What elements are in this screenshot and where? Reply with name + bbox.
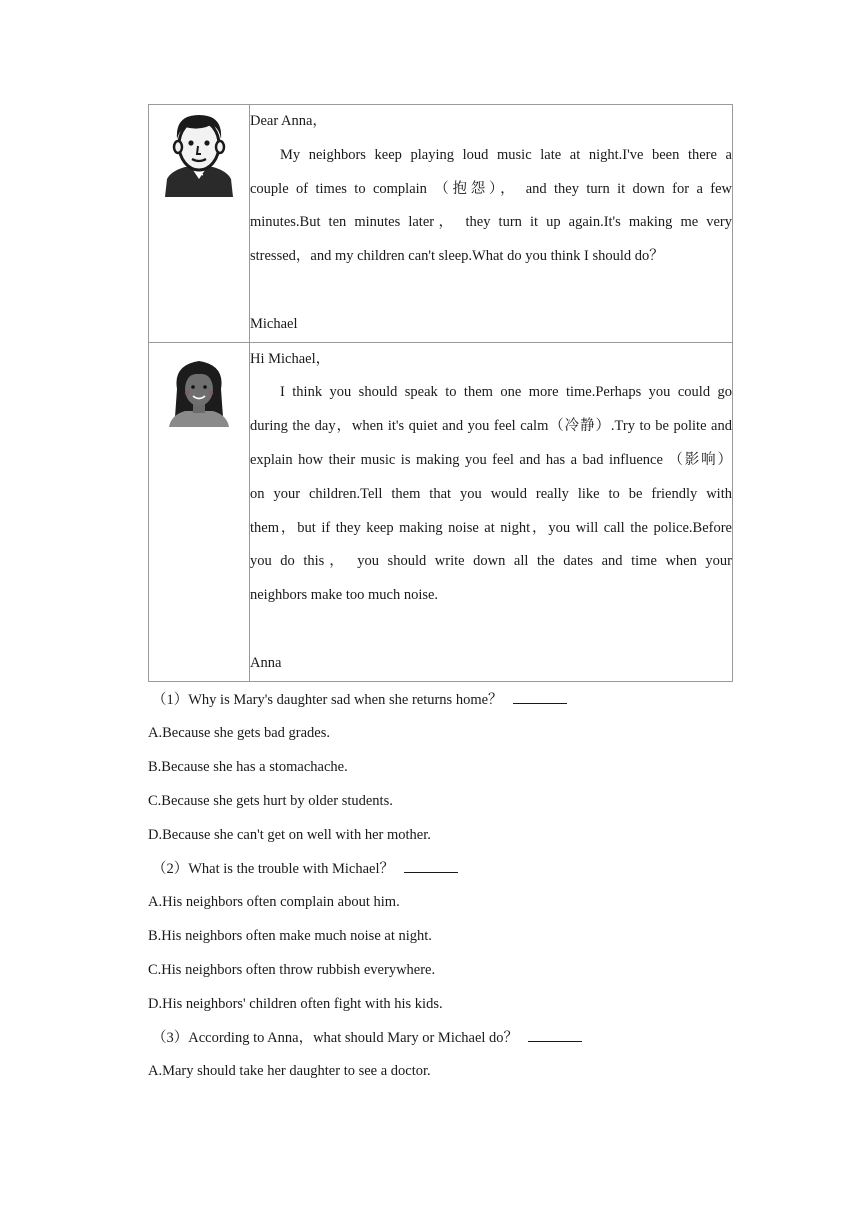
question-text: （1）Why is Mary's daughter sad when she returns home？	[152, 691, 503, 708]
question-stem	[148, 1022, 733, 1056]
letter-line: My neighbors keep playing loud music late at night.I've been there a	[280, 146, 732, 163]
letter-text-michael	[250, 105, 733, 343]
letter-signature: Anna	[250, 654, 282, 671]
letters-table	[148, 104, 733, 682]
avatar-cell	[149, 342, 250, 681]
letter-line: stressed，and my children can't sleep.What do you think I should do？	[250, 248, 664, 265]
letter-line: neighbors make too much noise.	[250, 587, 439, 604]
letter-text-anna	[250, 342, 733, 681]
letter-line: you do this， you should write down all the dates and time when your	[250, 553, 732, 570]
letter-line: I think you should speak to them one more time.Perhaps you could go	[280, 384, 732, 401]
letter-line: during the day，when it's quiet and you feel calm（冷静）.Try to be polite and	[250, 418, 732, 435]
man-portrait-icon	[161, 109, 237, 197]
option: C.Because she gets hurt by older students.	[148, 792, 393, 809]
answer-blank[interactable]	[513, 689, 567, 704]
letter-line: couple of times to complain （抱怨）， and they turn it down for a few	[250, 180, 732, 197]
letter-greeting: Dear Anna，	[250, 113, 327, 129]
option: A.Because she gets bad grades.	[148, 725, 330, 742]
option: D.Because she can't get on well with her mother.	[148, 826, 431, 843]
avatar-cell	[149, 105, 250, 343]
letter-row-anna	[149, 342, 733, 681]
letter-line: minutes.But ten minutes later， they turn it up again.It's making me very	[250, 214, 732, 231]
option: A.Mary should take her daughter to see a doctor.	[148, 1063, 431, 1080]
spacer	[250, 274, 732, 308]
answer-blank[interactable]	[528, 1027, 582, 1042]
letter-line: them，but if they keep making noise at night，you will call the police.Before	[250, 519, 732, 536]
spacer	[250, 613, 732, 647]
question-stem	[148, 684, 733, 718]
letter-line: explain how their music is making you feel and has a bad influence （影响）	[250, 451, 732, 468]
letter-greeting: Hi Michael，	[250, 350, 331, 367]
option: B.His neighbors often make much noise at night.	[148, 928, 432, 945]
option: A.His neighbors often complain about him.	[148, 894, 400, 911]
woman-portrait-icon	[167, 355, 231, 427]
option: C.His neighbors often throw rubbish everywhere.	[148, 961, 436, 978]
letter-signature: Michael	[250, 315, 298, 332]
question-stem	[148, 853, 733, 887]
letter-line: on your children.Tell them that you would really like to be friendly with	[250, 485, 732, 502]
answer-blank[interactable]	[404, 858, 458, 873]
document-page	[148, 104, 733, 1089]
question-text: （2）What is the trouble with Michael？	[152, 860, 395, 877]
questions-section	[148, 684, 733, 1090]
letter-row-michael	[149, 105, 733, 343]
option: D.His neighbors' children often fight with his kids.	[148, 995, 443, 1012]
question-text: （3）According to Anna，what should Mary or Michael do？	[152, 1029, 519, 1046]
option: B.Because she has a stomachache.	[148, 759, 348, 776]
